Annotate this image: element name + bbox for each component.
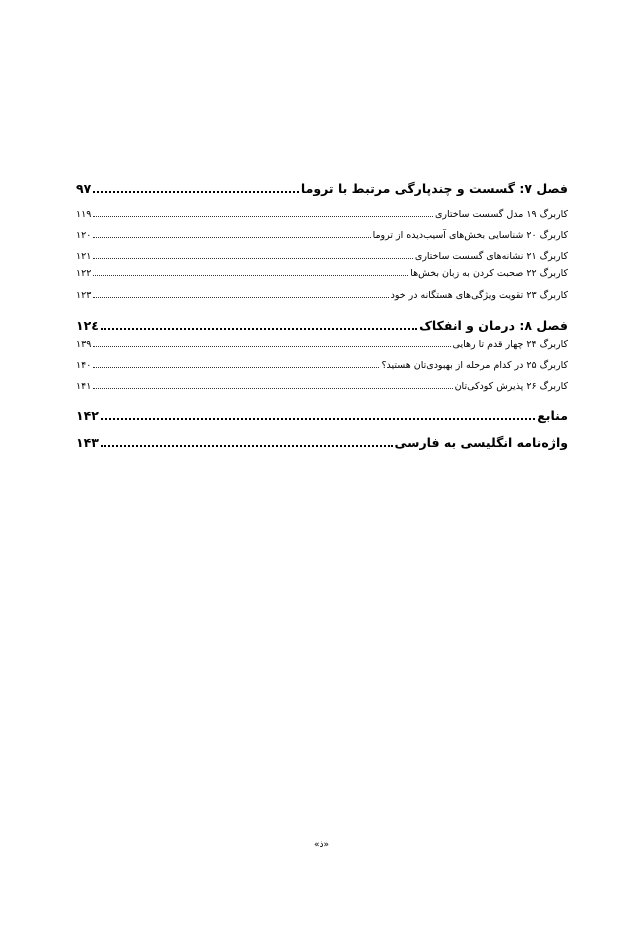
page-number: ۱۲۰ (76, 230, 92, 241)
page-number: ۱۴۳ (76, 435, 99, 450)
dot-leader (93, 296, 388, 298)
page-number: ۱۳۹ (76, 339, 92, 350)
page-number: ۱۴۲ (76, 408, 99, 423)
page-number: ۱۴۱ (76, 381, 92, 392)
toc-item[interactable] (76, 290, 568, 301)
page-number: ۱۲۲ (76, 268, 92, 279)
page-number: ۱۲۱ (76, 251, 92, 262)
toc-chapter-7[interactable] (76, 181, 568, 196)
page-number: ۱۲٤ (76, 318, 99, 333)
dot-leader (93, 190, 299, 193)
dot-leader (93, 257, 413, 259)
toc-item[interactable] (76, 230, 568, 241)
chapter-title: منابع (537, 408, 568, 423)
toc-item[interactable] (76, 339, 568, 350)
dot-leader (93, 215, 433, 217)
dot-leader (93, 366, 379, 368)
page-number: ۱۱۹ (76, 209, 92, 220)
page-number: ۱۴۰ (76, 360, 92, 371)
toc-item[interactable] (76, 381, 568, 392)
item-title: کاربرگ ۲۲ صحبت کردن به زبان بخش‌ها (410, 268, 568, 279)
chapter-title: فصل ۸: درمان و انفکاک (419, 318, 568, 333)
item-title: کاربرگ ۲۵ در کدام مرحله از بهبودی‌تان هستید؟ (381, 360, 568, 371)
toc-references[interactable] (76, 408, 568, 423)
toc-item[interactable] (76, 251, 568, 262)
item-title: کاربرگ ۲۱ نشانه‌های گسست ساختاری (414, 251, 568, 262)
page-number: ۹۷ (76, 181, 92, 196)
toc-item[interactable] (76, 268, 568, 279)
toc-chapter-8[interactable] (76, 318, 568, 333)
page-footer-number: «ذ» (313, 840, 330, 850)
dot-leader (93, 387, 452, 389)
toc-item[interactable] (76, 209, 568, 220)
dot-leader (101, 444, 393, 447)
dot-leader (93, 345, 450, 347)
item-title: کاربرگ ۲۴ چهار قدم تا رهایی (452, 339, 568, 350)
item-title: کاربرگ ۲۶ پذیرش کودکی‌تان (454, 381, 568, 392)
toc-item[interactable] (76, 360, 568, 371)
chapter-title: فصل ۷: گسست و چندپارگی مرتبط با تروما (300, 181, 568, 196)
chapter-title: واژه‌نامه انگلیسی به فارسی (394, 435, 568, 450)
dot-leader (93, 274, 408, 276)
dot-leader (101, 417, 535, 420)
dot-leader (101, 327, 417, 330)
dot-leader (93, 236, 370, 238)
item-title: کاربرگ ۲۰ شناسایی بخش‌های آسیب‌دیده از تروما (372, 230, 568, 241)
toc-glossary[interactable] (76, 435, 568, 450)
page-number: ۱۲۳ (76, 290, 92, 301)
item-title: کاربرگ ۱۹ مدل گسست ساختاری (435, 209, 568, 220)
item-title: کاربرگ ۲۳ تقویت ویژگی‌های هستگانه در خود (390, 290, 568, 301)
